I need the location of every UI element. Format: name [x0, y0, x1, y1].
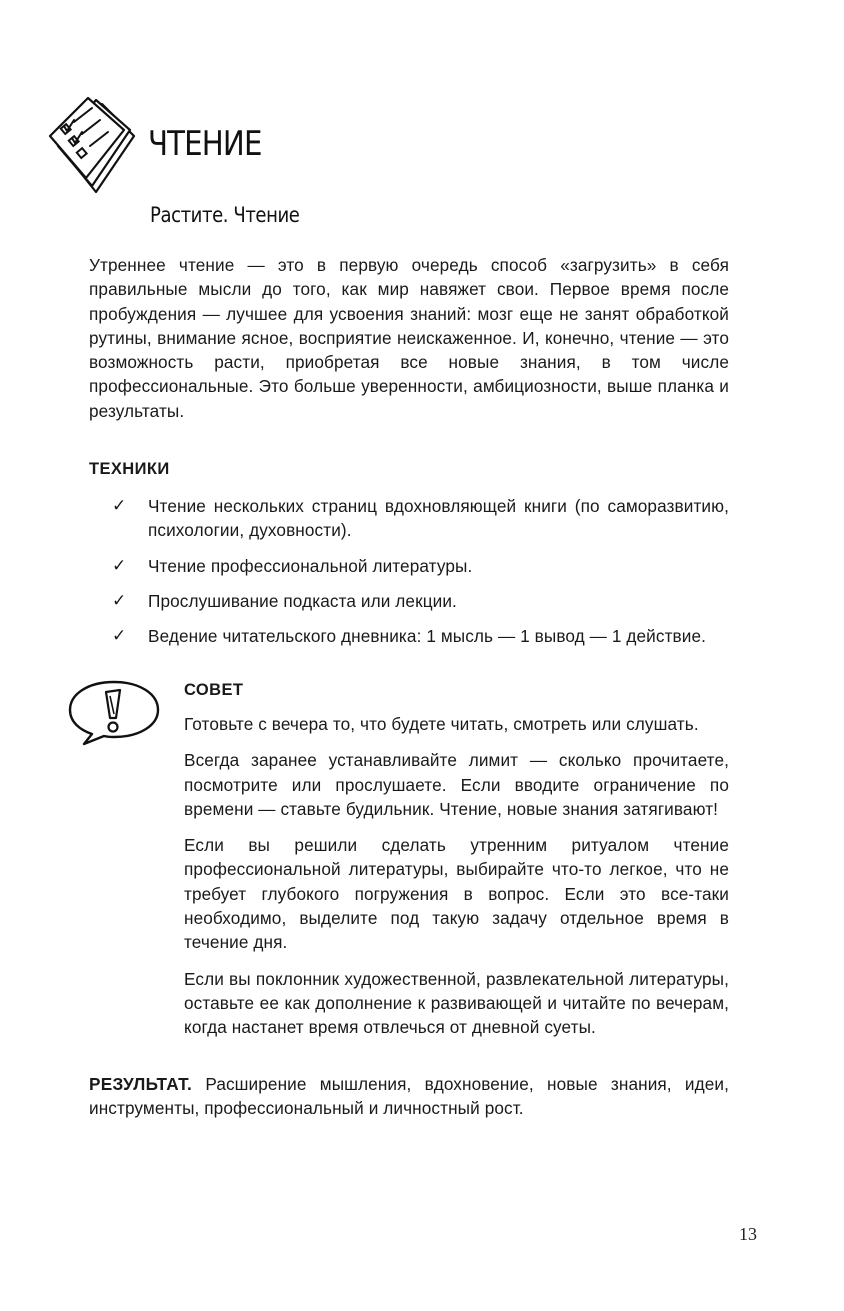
checkmark-icon: ✓ — [112, 626, 127, 646]
intro-paragraph: Утреннее чтение — это в первую очередь способ «загрузить» в себя правильные мысли до того, как мир навяжет свои. Первое время после пробуждения — лучшее для усвоения знаний: мозг еще не занят обработкой рутины, внимание ясное, восприятие неискаженное. И, конечно, чтение — это возможность расти, приобретая все новые знания, в том числе профессиональные. Это больше уверенности, амбициозности, выше планка и результаты. — [89, 255, 729, 421]
list-item — [112, 624, 729, 648]
technique-text: Чтение профессиональной литературы. — [148, 555, 473, 576]
checklist-papers-icon — [44, 96, 138, 200]
tip-paragraph: Если вы решили сделать утренним ритуалом чтение профессиональной литературы, выбирайте что-то легкое, что не требует глубокого погружения в вопрос. Если это все-таки необходимо, выделите под такую задачу отдельное время в течение дня. — [184, 835, 729, 953]
result-paragraph — [89, 1072, 729, 1121]
list-item — [112, 494, 729, 543]
tip-block — [184, 681, 729, 1052]
techniques-heading: ТЕХНИКИ — [89, 460, 170, 478]
result-text: Расширение мышления, вдохновение, новые знания, идеи, инструменты, профессиональный и личностный рост. — [89, 1074, 729, 1119]
list-item — [112, 589, 729, 613]
technique-text: Ведение читательского дневника: 1 мысль — 1 вывод — 1 действие. — [148, 626, 707, 647]
technique-text: Чтение нескольких страниц вдохновляющей книги (по саморазвитию, психологии, духовности). — [148, 496, 729, 541]
technique-text: Прослушивание подкаста или лекции. — [148, 590, 457, 611]
checkmark-icon: ✓ — [112, 590, 127, 610]
page-number: 13 — [739, 1224, 757, 1244]
tip-paragraph: Готовьте с вечера то, что будете читать, смотреть или слушать. — [184, 714, 699, 734]
exclamation-speech-bubble-icon — [66, 678, 162, 746]
techniques-list — [112, 494, 729, 659]
list-item — [112, 554, 729, 578]
chapter-subtitle: Растите. Чтение — [150, 203, 300, 227]
checkmark-icon: ✓ — [112, 496, 127, 515]
tip-heading: СОВЕТ — [184, 681, 244, 699]
checkmark-icon: ✓ — [112, 555, 127, 575]
tip-paragraph: Если вы поклонник художественной, развлекательной литературы, оставьте ее как дополнение к развивающей и читайте по вечерам, когда настанет время отвлечься от дневной суеты. — [184, 968, 729, 1038]
result-label: РЕЗУЛЬТАТ. — [89, 1074, 193, 1094]
chapter-title: ЧТЕНИЕ — [148, 124, 262, 164]
tip-paragraph: Всегда заранее устанавливайте лимит — сколько прочитаете, посмотрите или прослушаете. Если вводите ограничение по времени — ставьте будильник. Чтение, новые знания затягивают! — [184, 750, 729, 819]
